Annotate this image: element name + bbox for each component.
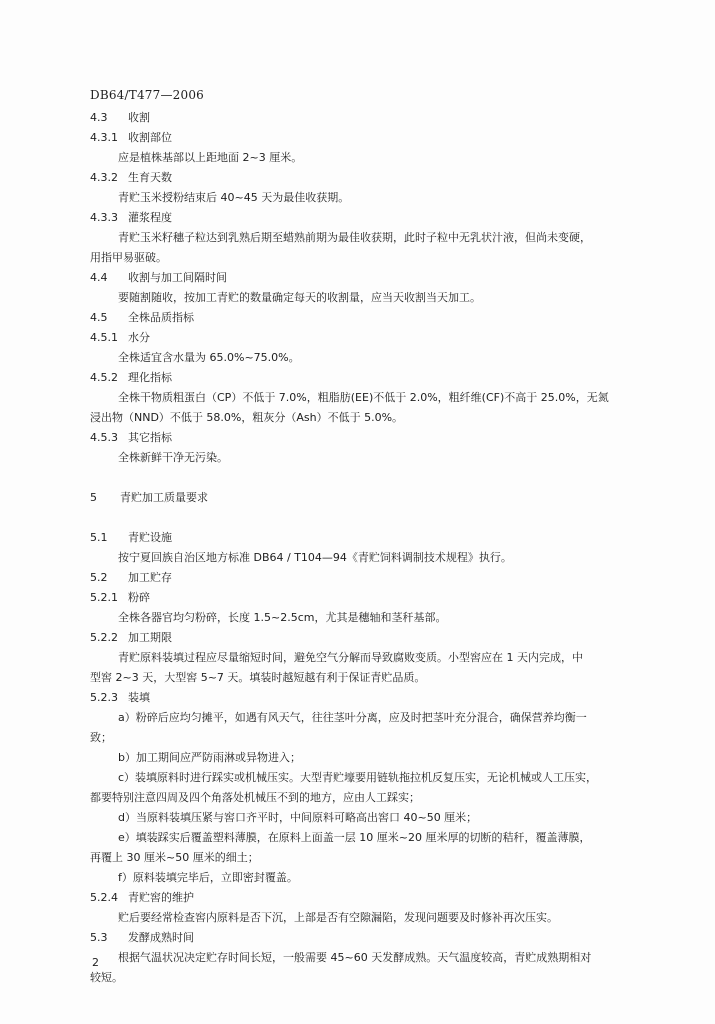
- list-item-c-continued: 都要特别注意四周及四个角落处机械压不到的地方，应由人工踩实；: [90, 791, 420, 804]
- heading-title: 青贮设施: [128, 531, 172, 544]
- heading-number: 5.2.2: [90, 631, 118, 644]
- heading-title: 收割与加工间隔时间: [128, 271, 227, 284]
- list-item-c: c）装填原料时进行踩实或机械压实。大型青贮壕要用链轨拖拉机反复压实，无论机械或人工压实，: [118, 771, 598, 784]
- heading-5-2-1: [90, 588, 635, 608]
- heading-number: 5.2: [90, 571, 108, 584]
- heading-title: 加工贮存: [128, 571, 172, 584]
- heading-4-5-2: [90, 368, 635, 388]
- heading-number: 5.2.3: [90, 691, 118, 704]
- list-item-e: e）填装踩实后覆盖塑料薄膜，在原料上面盖一层 10 厘米~20 厘米厚的切断的秸秆，覆盖薄膜，: [118, 831, 591, 844]
- paragraph-line: 型窖 2~3 天，大型窖 5~7 天。填装时越短越有利于保证青贮品质。: [90, 671, 426, 684]
- heading-4-5: [90, 308, 635, 328]
- heading-5-2-3: [90, 688, 635, 708]
- heading-title: 理化指标: [128, 371, 172, 384]
- document-body: [90, 108, 635, 988]
- heading-title: 装填: [128, 691, 150, 704]
- heading-number: 4.5.2: [90, 371, 118, 384]
- heading-number: 4.3.3: [90, 211, 118, 224]
- paragraph-line: 青贮原料装填过程应尽量缩短时间，避免空气分解而导致腐败变质。小型窖应在 1 天内完成，中: [118, 651, 583, 664]
- heading-number: 4.5.1: [90, 331, 118, 344]
- paragraph: 全株适宜含水量为 65.0%~75.0%。: [118, 351, 300, 364]
- heading-4-5-1: [90, 328, 635, 348]
- page-number: 2: [92, 956, 99, 969]
- heading-4-3-2: [90, 168, 635, 188]
- paragraph-line: 全株干物质粗蛋白（CP）不低于 7.0%，粗脂肪(EE)不低于 2.0%，粗纤维(CF)不高于 25.0%，无氮: [118, 391, 609, 404]
- heading-title: 生育天数: [128, 171, 172, 184]
- heading-4-3-1: [90, 128, 635, 148]
- heading-number: 4.5: [90, 311, 108, 324]
- list-item-e-continued: 再覆上 30 厘米~50 厘米的细土；: [90, 851, 259, 864]
- heading-number: 5.1: [90, 531, 108, 544]
- list-item-d: d）当原料装填压紧与窖口齐平时，中间原料可略高出窖口 40~50 厘米；: [118, 811, 478, 824]
- heading-title: 收割: [128, 111, 150, 124]
- heading-number: 4.3: [90, 111, 108, 124]
- spacer: [90, 508, 635, 528]
- paragraph-line: 浸出物（NND）不低于 58.0%，粗灰分（Ash）不低于 5.0%。: [90, 411, 404, 424]
- heading-number: 4.4: [90, 271, 108, 284]
- heading-number: 4.5.3: [90, 431, 118, 444]
- heading-4-3-3: [90, 208, 635, 228]
- heading-4-3: [90, 108, 635, 128]
- heading-number: 5: [90, 491, 97, 504]
- heading-title: 发酵成熟时间: [128, 931, 194, 944]
- spacer: [90, 468, 635, 488]
- paragraph: 青贮玉米授粉结束后 40~45 天为最佳收获期。: [118, 191, 350, 204]
- paragraph: 应是植株基部以上距地面 2~3 厘米。: [118, 151, 303, 164]
- heading-title: 收割部位: [128, 131, 172, 144]
- heading-title: 其它指标: [128, 431, 172, 444]
- heading-5-2-2: [90, 628, 635, 648]
- heading-title: 青贮窖的维护: [128, 891, 194, 904]
- list-item-b: b）加工期间应严防雨淋或异物进入；: [118, 751, 301, 764]
- paragraph-line: 根据气温状况决定贮存时间长短，一般需要 45~60 天发酵成熟。天气温度较高，青贮成熟期相对: [118, 951, 592, 964]
- heading-5-1: [90, 528, 635, 548]
- paragraph-line: 用指甲易驱破。: [90, 251, 167, 264]
- heading-5: [90, 488, 635, 508]
- heading-title: 水分: [128, 331, 150, 344]
- paragraph: 全株新鲜干净无污染。: [118, 451, 228, 464]
- document-number: DB64/T477—2006: [90, 88, 204, 102]
- heading-number: 5.2.4: [90, 891, 118, 904]
- heading-number: 4.3.1: [90, 131, 118, 144]
- heading-5-2: [90, 568, 635, 588]
- list-item-a: a）粉碎后应均匀摊平，如遇有风天气，往往茎叶分离，应及时把茎叶充分混合，确保营养均衡一: [118, 711, 587, 724]
- heading-4-5-3: [90, 428, 635, 448]
- heading-title: 灌浆程度: [128, 211, 172, 224]
- heading-title: 加工期限: [128, 631, 172, 644]
- heading-5-2-4: [90, 888, 635, 908]
- heading-number: 5.3: [90, 931, 108, 944]
- heading-title: 粉碎: [128, 591, 150, 604]
- paragraph-line: 较短。: [90, 971, 123, 984]
- list-item-a-continued: 致；: [90, 731, 112, 744]
- paragraph: 按宁夏回族自治区地方标准 DB64 / T104—94《青贮饲料调制技术规程》执行。: [118, 551, 512, 564]
- heading-number: 5.2.1: [90, 591, 118, 604]
- paragraph: 全株各器官均匀粉碎，长度 1.5~2.5cm，尤其是穗轴和茎秆基部。: [118, 611, 447, 624]
- heading-title: 全株品质指标: [128, 311, 194, 324]
- heading-title: 青贮加工质量要求: [120, 491, 208, 504]
- paragraph-line: 青贮玉米籽穗子粒达到乳熟后期至蜡熟前期为最佳收获期，此时子粒中无乳状汁液，但尚未变硬，: [118, 231, 591, 244]
- heading-4-4: [90, 268, 635, 288]
- heading-5-3: [90, 928, 635, 948]
- heading-number: 4.3.2: [90, 171, 118, 184]
- paragraph: 要随割随收，按加工青贮的数量确定每天的收割量，应当天收割当天加工。: [118, 291, 481, 304]
- paragraph: 贮后要经常检查窖内原料是否下沉，上部是否有空隙漏陷，发现问题要及时修补再次压实。: [118, 911, 558, 924]
- list-item-f: f）原料装填完毕后，立即密封覆盖。: [118, 871, 298, 884]
